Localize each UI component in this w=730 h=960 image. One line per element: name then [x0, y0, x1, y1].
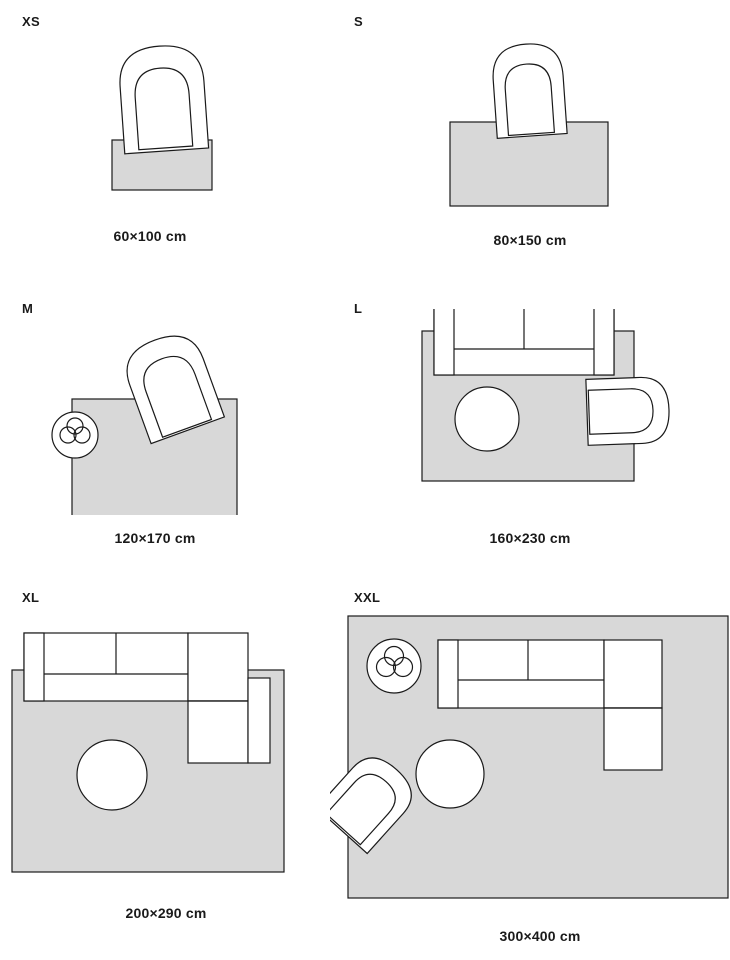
armchair-cushion-s: [504, 62, 555, 135]
dimension-label-s: 80×150 cm: [493, 232, 567, 248]
scene-l: [330, 309, 730, 509]
scene-xl: [0, 620, 330, 900]
scene-xs: [0, 26, 300, 206]
scene-s: [330, 26, 730, 216]
dimension-label-l: 160×230 cm: [489, 530, 571, 546]
coffee-table-xxl: [416, 740, 484, 808]
size-label-m: M: [22, 301, 34, 316]
size-label-s: S: [354, 14, 363, 29]
size-label-xl: XL: [22, 590, 40, 605]
size-cell-xxl: [330, 580, 730, 960]
sofa-l: [434, 309, 614, 375]
size-cell-l: [330, 285, 730, 570]
dimension-label-m: 120×170 cm: [114, 530, 196, 546]
coffee-table-xl: [77, 740, 147, 810]
dimension-label-xs: 60×100 cm: [113, 228, 187, 244]
size-label-xs: XS: [22, 14, 40, 29]
side-table-m: [52, 412, 98, 458]
size-label-xxl: XXL: [354, 590, 381, 605]
size-cell-xl: [0, 580, 330, 960]
size-label-l: L: [354, 301, 363, 316]
coffee-table-l: [455, 387, 519, 451]
armchair-cushion-xs: [133, 66, 192, 150]
size-cell-m: [0, 285, 330, 570]
armchair-cushion-l: [588, 388, 653, 434]
size-cell-xs: [0, 0, 300, 265]
scene-m: [0, 315, 330, 515]
dimension-label-xl: 200×290 cm: [125, 905, 207, 921]
dimension-label-xxl: 300×400 cm: [499, 928, 581, 944]
size-cell-s: [330, 0, 730, 265]
scene-xxl: [330, 614, 730, 914]
